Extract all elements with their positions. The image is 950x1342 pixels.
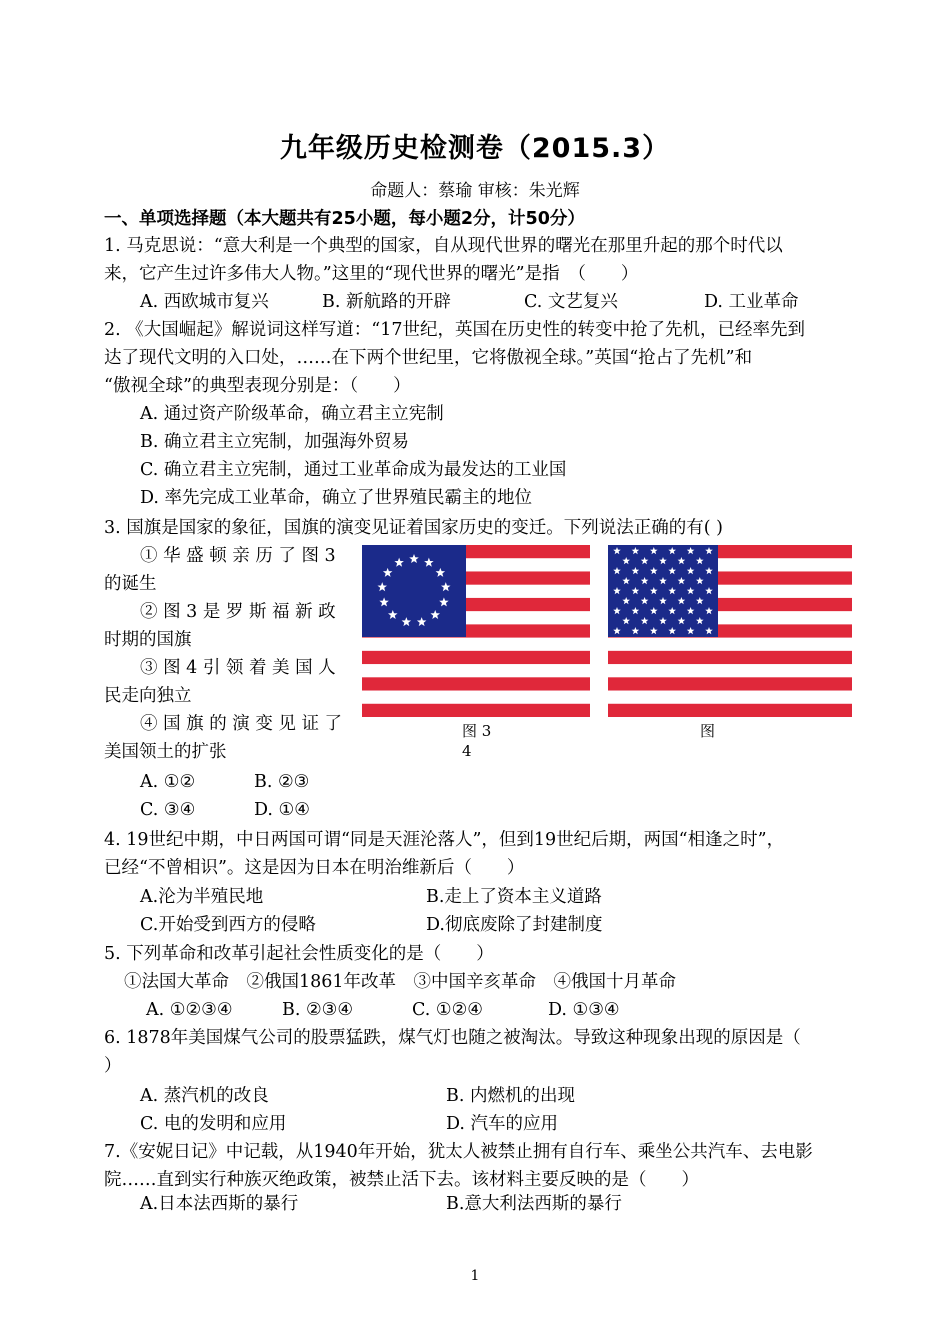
q1-line-2: 来，它产生过许多伟大人物。”这里的“现代世界的曙光”是指 （ ） [104,264,639,284]
q4-option-c: C.开始受到西方的侵略 [140,915,316,935]
q2-line-2: 达了现代文明的入口处，……在下两个世纪里，它将傲视全球。”英国“抢占了先机”和 [104,348,753,368]
flag-stripe [362,664,590,678]
q3-option-a: A. ①② [140,772,196,792]
q7-line-1: 7.《安妮日记》中记载，从1940年开始，犹太人被禁止拥有自行车、乘坐公共汽车、去电影 [104,1142,813,1162]
q6-line-1: 6. 1878年美国煤气公司的股票猛跌，煤气灯也随之被淘汰。导致这种现象出现的原因是（ [104,1028,801,1048]
q1-option-a: A. 西欧城市复兴 [140,292,269,312]
flag-stripe [362,704,590,717]
q4-option-b: B.走上了资本主义道路 [426,887,602,907]
q7-option-a: A.日本法西斯的暴行 [140,1194,299,1214]
figure-3-caption: 图 3 [462,722,492,740]
flag-stripe [362,638,590,652]
q3-option-d: D. ①④ [254,800,310,820]
figure-4-caption: 图 [700,722,716,740]
q5-option-b: B. ②③④ [282,1000,354,1020]
q2-line-1: 2. 《大国崛起》解说词这样写道：“17世纪，英国在历史性的转变中抢了先机，已经率先到 [104,320,805,340]
flag-stripe [362,677,590,691]
q3-option-b: B. ②③ [254,772,310,792]
q4-option-d: D.彻底废除了封建制度 [426,915,603,935]
q5-option-d: D. ①③④ [548,1000,620,1020]
q6-line-2: ） [104,1056,122,1076]
section-heading: 一、单项选择题（本大题共有25小题，每小题2分，计50分） [104,209,585,229]
q3-statement-3b: 民走向独立 [104,686,192,706]
flag-stripe [608,638,852,652]
q1-line-1: 1. 马克思说：“意大利是一个典型的国家，自从现代世界的曙光在那里升起的那个时代以 [104,236,783,256]
figure-4-caption-number: 4 [462,742,472,760]
flag-stripe [608,664,852,678]
q3-statement-4a: ④ 国 旗 的 演 变 见 证 了 [140,714,343,734]
flag-stripe [608,704,852,717]
q2-option-d: D. 率先完成工业革命，确立了世界殖民霸主的地位 [140,488,533,508]
q3-statement-1a: ① 华 盛 顿 亲 历 了 图 3 [140,546,336,566]
flag-stripe [362,651,590,665]
q1-option-b: B. 新航路的开辟 [322,292,451,312]
q3-line-1: 3. 国旗是国家的象征，国旗的演变见证着国家历史的变迁。下列说法正确的有( ) [104,518,723,538]
flag-stripe [362,691,590,705]
flag-figure-4 [608,545,852,717]
page-number: 1 [470,1268,480,1284]
q2-line-3: “傲视全球”的典型表现分别是：（ ） [104,376,411,396]
q2-option-a: A. 通过资产阶级革命，确立君主立宪制 [140,404,444,424]
q1-option-c: C. 文艺复兴 [524,292,618,312]
q6-option-c: C. 电的发明和应用 [140,1114,287,1134]
q5-option-a: A. ①②③④ [146,1000,233,1020]
flag-figure-3 [362,545,590,717]
q3-statement-2a: ② 图 3 是 罗 斯 福 新 政 [140,602,336,622]
flag-stripe [608,677,852,691]
q6-option-d: D. 汽车的应用 [446,1114,559,1134]
q3-statement-2b: 时期的国旗 [104,630,192,650]
q1-option-d: D. 工业革命 [704,292,799,312]
flag-stripe [608,651,852,665]
q2-option-c: C. 确立君主立宪制，通过工业革命成为最发达的工业国 [140,460,567,480]
exam-authors: 命题人：蔡瑜 审核：朱光辉 [370,181,580,201]
q3-statement-3a: ③ 图 4 引 领 着 美 国 人 [140,658,336,678]
q3-option-c: C. ③④ [140,800,196,820]
q5-line-2: ①法国大革命 ②俄国1861年改革 ③中国辛亥革命 ④俄国十月革命 [124,972,677,992]
flag-stripe [608,691,852,705]
q3-statement-1b: 的诞生 [104,574,157,594]
exam-title: 九年级历史检测卷（2015.3） [279,133,671,164]
q7-line-2: 院……直到实行种族灭绝政策，被禁止活下去。该材料主要反映的是（ ） [104,1170,699,1190]
q6-option-b: B. 内燃机的出现 [446,1086,575,1106]
q7-option-b: B.意大利法西斯的暴行 [446,1194,622,1214]
q3-statement-4b: 美国领土的扩张 [104,742,227,762]
q4-line-1: 4. 19世纪中期，中日两国可谓“同是天涯沦落人”，但到19世纪后期，两国“相逢之时”， [104,830,785,850]
q6-option-a: A. 蒸汽机的改良 [140,1086,269,1106]
q4-line-2: 已经“不曾相识”。这是因为日本在明治维新后（ ） [104,858,525,878]
q5-line-1: 5. 下列革命和改革引起社会性质变化的是（ ） [104,944,494,964]
q4-option-a: A.沦为半殖民地 [140,887,264,907]
q2-option-b: B. 确立君主立宪制，加强海外贸易 [140,432,409,452]
q5-option-c: C. ①②④ [412,1000,483,1020]
